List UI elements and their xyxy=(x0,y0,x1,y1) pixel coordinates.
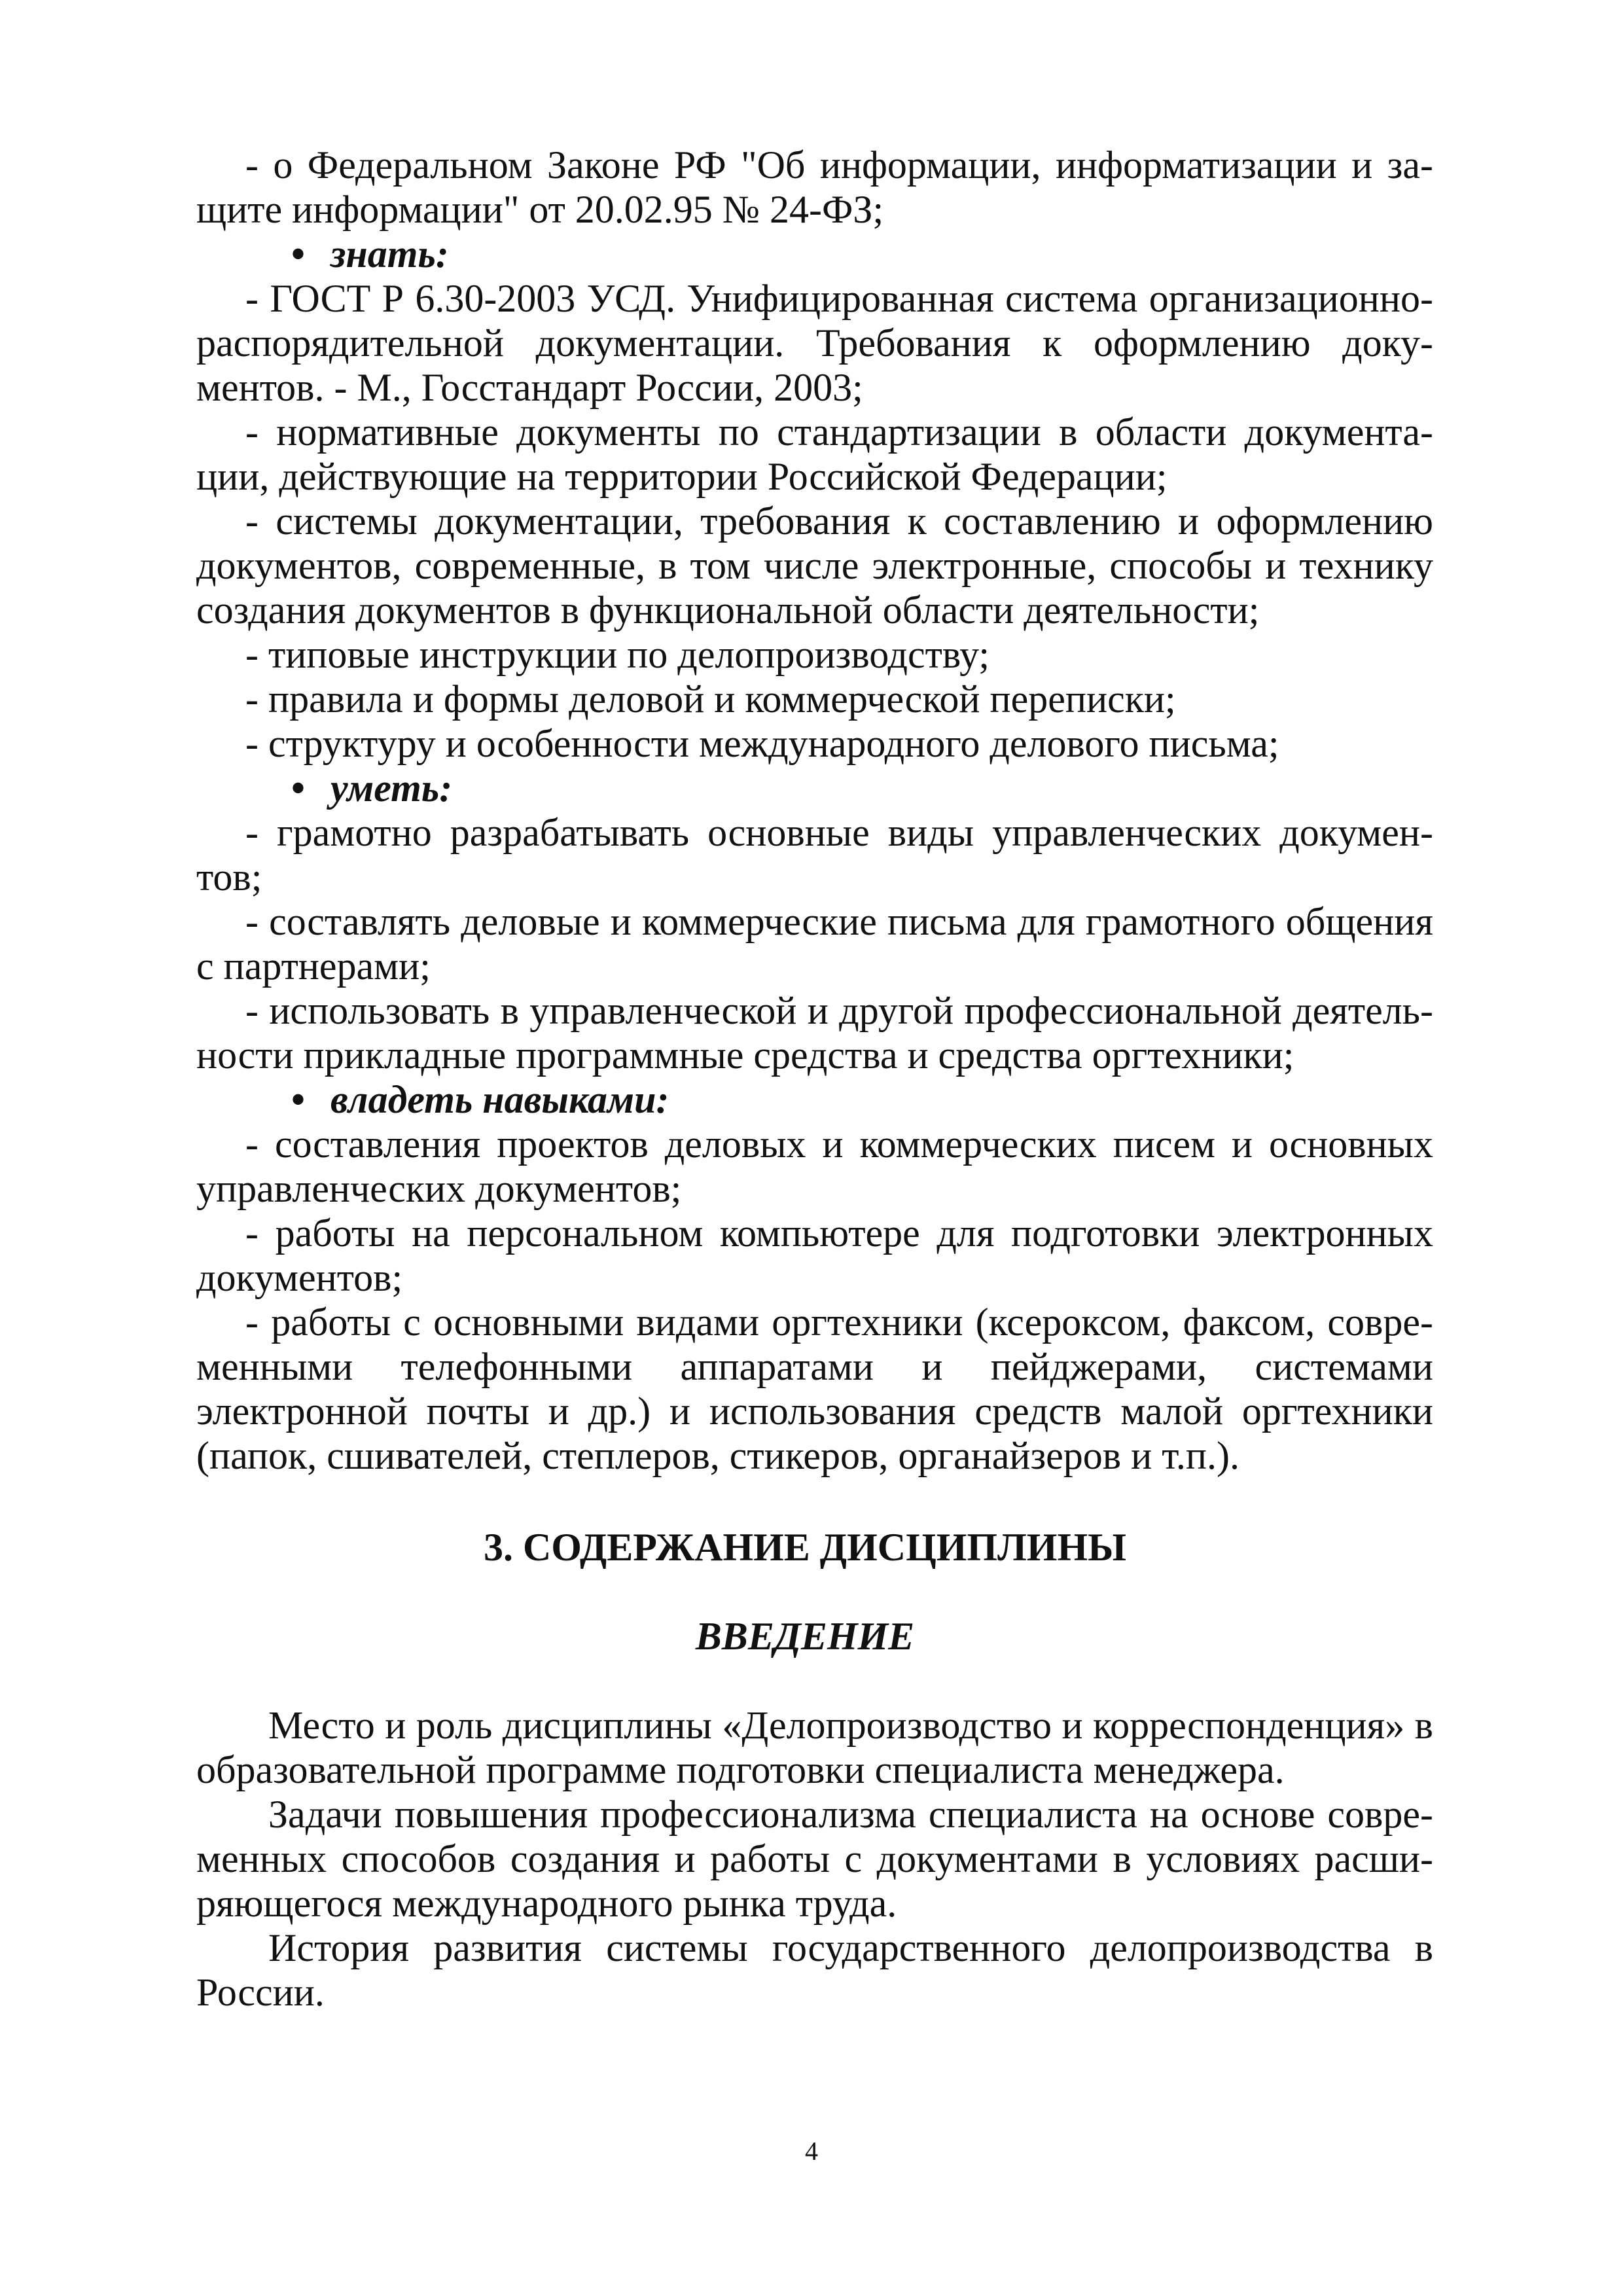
list-item-draft-letters: - составления проектов деловых и коммерческих писем и основных управленческих документов; xyxy=(196,1122,1433,1210)
intro-paragraph: Место и роль дисциплины «Делопроизводство и корреспонденция» в образовательной программе подготовки специалиста менеджера. xyxy=(196,1704,1433,1791)
bullet-label: уметь: xyxy=(330,766,453,810)
list-item-use-software: - использовать в управленческой и другой профессиональной деятельности прикладные программные средства и средства оргтехники; xyxy=(196,989,1433,1077)
bullet-dot-icon: • xyxy=(291,766,306,810)
list-item-correspondence-rules: - правила и формы деловой и коммерческой переписки; xyxy=(245,677,1176,721)
bullet-label: владеть навыками: xyxy=(330,1078,669,1121)
page-number: 4 xyxy=(805,2136,818,2166)
bullet-dot-icon: • xyxy=(291,232,306,276)
list-item-law: - о Федеральном Законе РФ "Об информации, информатизации и защите информации" от 20.02.95 № 24-ФЗ; xyxy=(196,143,1433,231)
list-item-doc-systems: - системы документации, требования к составлению и оформлению документов, современные, в том числе электронные, способы и технику создания документов в функциональной области деятельности; xyxy=(196,499,1433,632)
list-item-compose-letters: - составлять деловые и коммерческие письма для грамотного общения с партнерами; xyxy=(196,900,1433,988)
list-item-international-letter: - структуру и особенности международного делового письма; xyxy=(245,722,1279,765)
list-item-pc-work: - работы на персональном компьютере для подготовки электронных документов; xyxy=(196,1211,1433,1299)
page-content xyxy=(196,143,1433,2015)
bullet-label: знать: xyxy=(330,232,449,276)
bullet-know xyxy=(196,232,1433,276)
list-item-normative-docs: - нормативные документы по стандартизации в области документации, действующие на территории Российской Федерации; xyxy=(196,410,1433,498)
list-item-develop-docs: - грамотно разрабатывать основные виды управленческих документов; xyxy=(196,811,1433,899)
subsection-title: ВВЕДЕНИЕ xyxy=(695,1615,915,1658)
section-title: 3. СОДЕРЖАНИЕ ДИСЦИПЛИНЫ xyxy=(483,1526,1127,1569)
intro-paragraph: История развития системы государственного делопроизводства в России. xyxy=(196,1926,1433,2014)
list-item-instructions: - типовые инструкции по делопроизводству; xyxy=(245,633,990,676)
bullet-skills xyxy=(196,1077,1433,1122)
list-item-gost: - ГОСТ Р 6.30-2003 УСД. Унифицированная система организационно-распорядительной документации. Требования к оформлению документов. - М., Госстандарт России, 2003; xyxy=(196,277,1433,409)
list-item-office-equipment: - работы с основными видами оргтехники (ксероксом, факсом, современными телефонными аппаратами и пейджерами, системами электронной почты и др.) и использования средств малой оргтехники (папок, сшивателей, степлеров, стикеров, органайзеров и т.п.). xyxy=(196,1300,1433,1477)
bullet-dot-icon: • xyxy=(291,1078,306,1121)
bullet-be-able xyxy=(196,766,1433,810)
intro-paragraph: Задачи повышения профессионализма специалиста на основе современных способов создания и работы с документами в условиях расширяющегося международного рынка труда. xyxy=(196,1793,1433,1925)
